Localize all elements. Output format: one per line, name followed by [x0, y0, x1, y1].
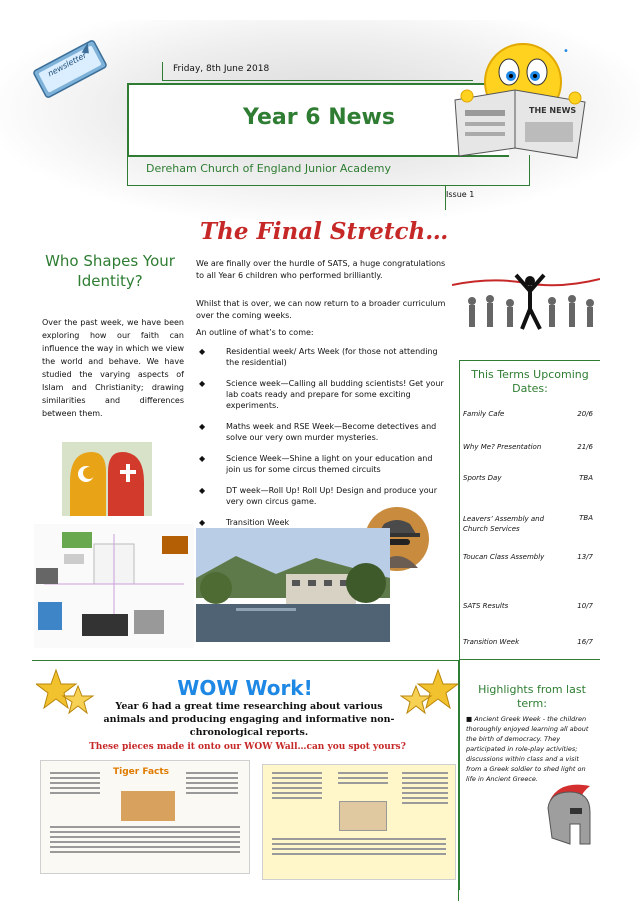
list-item-text: Maths week and RSE Week—Become detectives and solve our very own murder mysteries.	[226, 422, 437, 442]
list-item-text: Science week—Calling all budding scientists! Get your lab coats ready and prepare for some exciting experiments.	[226, 379, 444, 410]
list-item: ◆ DT week—Roll Up! Roll Up! Design and produce your very own circus game.	[199, 486, 437, 506]
faith-heads-image	[62, 442, 152, 516]
date-value: 21/6	[577, 443, 593, 451]
greek-helmet-icon	[540, 778, 598, 850]
list-item: ◆ Science week—Calling all budding scientists! Get your lab coats ready and prepare for some exciting experiments.	[199, 379, 444, 410]
list-item: ◆ Science Week—Shine a light on your education and join us for some circus themed circuits	[199, 454, 433, 474]
curriculum-paragraph: Whilst that is over, we can now return to a broader curriculum over the coming weeks.	[196, 299, 446, 320]
date-row	[463, 514, 593, 534]
emoji-paper-text: THE NEWS	[529, 106, 577, 115]
list-item-text: DT week—Roll Up! Roll Up! Design and produce your very own circus game.	[226, 486, 437, 506]
date-event: Family Cafe	[463, 410, 505, 418]
sats-paragraph: We are finally over the hurdle of SATS, a huge congratulations to all Year 6 children who performed brilliantly.	[196, 259, 446, 280]
date-value: 20/6	[577, 410, 593, 418]
runners-finish-line-image	[452, 255, 600, 333]
highlights-body: ■ Ancient Greek Week - the children thoroughly enjoyed learning all about the birth of democracy. They participated in role-play activities; discussions within class and a visit from a Greek soldier to shed light on life in Ancient Greece.	[466, 715, 589, 783]
list-item-text: Transition Week	[226, 518, 290, 527]
date-event: Transition Week	[463, 638, 520, 646]
lake-hotel-photo	[196, 528, 390, 642]
issue-date: Friday, 8th June 2018	[162, 62, 473, 81]
stamp-text: newsletter	[46, 50, 88, 79]
identity-body: Over the past week, we have been exploring how our faith can influence the way in which we view the world and behave. We have studied the varying aspects of Islam and Christianity; drawing similarities and differences between them.	[42, 318, 184, 418]
upcoming-dates-heading: This Terms Upcoming Dates:	[471, 368, 589, 395]
date-event: Leavers’ Assembly and Church Services	[463, 515, 545, 533]
outline-label: An outline of what’s to come:	[196, 328, 314, 337]
svg-text:•: •	[563, 46, 569, 57]
date-value: TBA	[579, 474, 593, 482]
date-event: Toucan Class Assembly	[463, 553, 545, 561]
mind-map-image	[34, 524, 194, 648]
stars-left-icon	[36, 668, 94, 720]
headline: The Final Stretch…	[200, 218, 449, 245]
list-item-text: Residential week/ Arts Week (for those not attending the residential)	[226, 347, 438, 367]
date-row	[463, 602, 593, 610]
issue-number: Issue 1	[446, 190, 475, 199]
highlights-text: Ancient Greek Week - the children thoroughly enjoyed learning all about the birth of democracy. They participated in role-play activities; discussions within class and a visit from a Greek soldier to shed light on life in Ancient Greece.	[466, 715, 589, 783]
date-value: 13/7	[577, 553, 593, 561]
date-event: Sports Day	[463, 474, 502, 482]
newsletter-stamp	[30, 40, 110, 98]
emoji-reading-news-icon	[445, 40, 595, 160]
date-event: SATS Results	[463, 602, 509, 610]
poster-title: Tiger Facts	[113, 767, 170, 777]
date-value: TBA	[579, 514, 593, 522]
date-value: 10/7	[577, 602, 593, 610]
upcoming-dates-panel	[460, 360, 600, 660]
date-row	[463, 443, 593, 451]
wow-title: WOW Work!	[177, 676, 313, 700]
wow-work-sample-left	[40, 760, 250, 874]
wow-work-sample-right	[262, 764, 456, 880]
date-value: 16/7	[577, 638, 593, 646]
date-row	[463, 553, 593, 561]
list-item: ◆ Residential week/ Arts Week (for those not attending the residential)	[199, 347, 438, 367]
date-row	[463, 474, 593, 482]
identity-heading: Who Shapes Your Identity?	[45, 252, 175, 290]
school-name: Dereham Church of England Junior Academy	[127, 155, 530, 186]
highlights-heading: Highlights from last term:	[478, 683, 586, 710]
date-event: Why Me? Presentation	[463, 443, 542, 451]
page-title: Year 6 News	[243, 105, 395, 130]
wow-callout: These pieces made it onto our WOW Wall…can you spot yours?	[89, 742, 406, 752]
date-row	[463, 410, 593, 418]
date-row	[463, 638, 593, 646]
stars-right-icon	[400, 668, 458, 720]
list-item-text: Science Week—Shine a light on your education and join us for some circus themed circuits	[226, 454, 433, 474]
wow-subtitle: Year 6 had a great time researching about various animals and producing engaging and informative non-chronological reports.	[103, 701, 395, 738]
list-item: ◆ Maths week and RSE Week—Become detectives and solve our very own murder mysteries.	[199, 422, 437, 442]
list-item: ◆ Transition Week	[199, 518, 290, 527]
